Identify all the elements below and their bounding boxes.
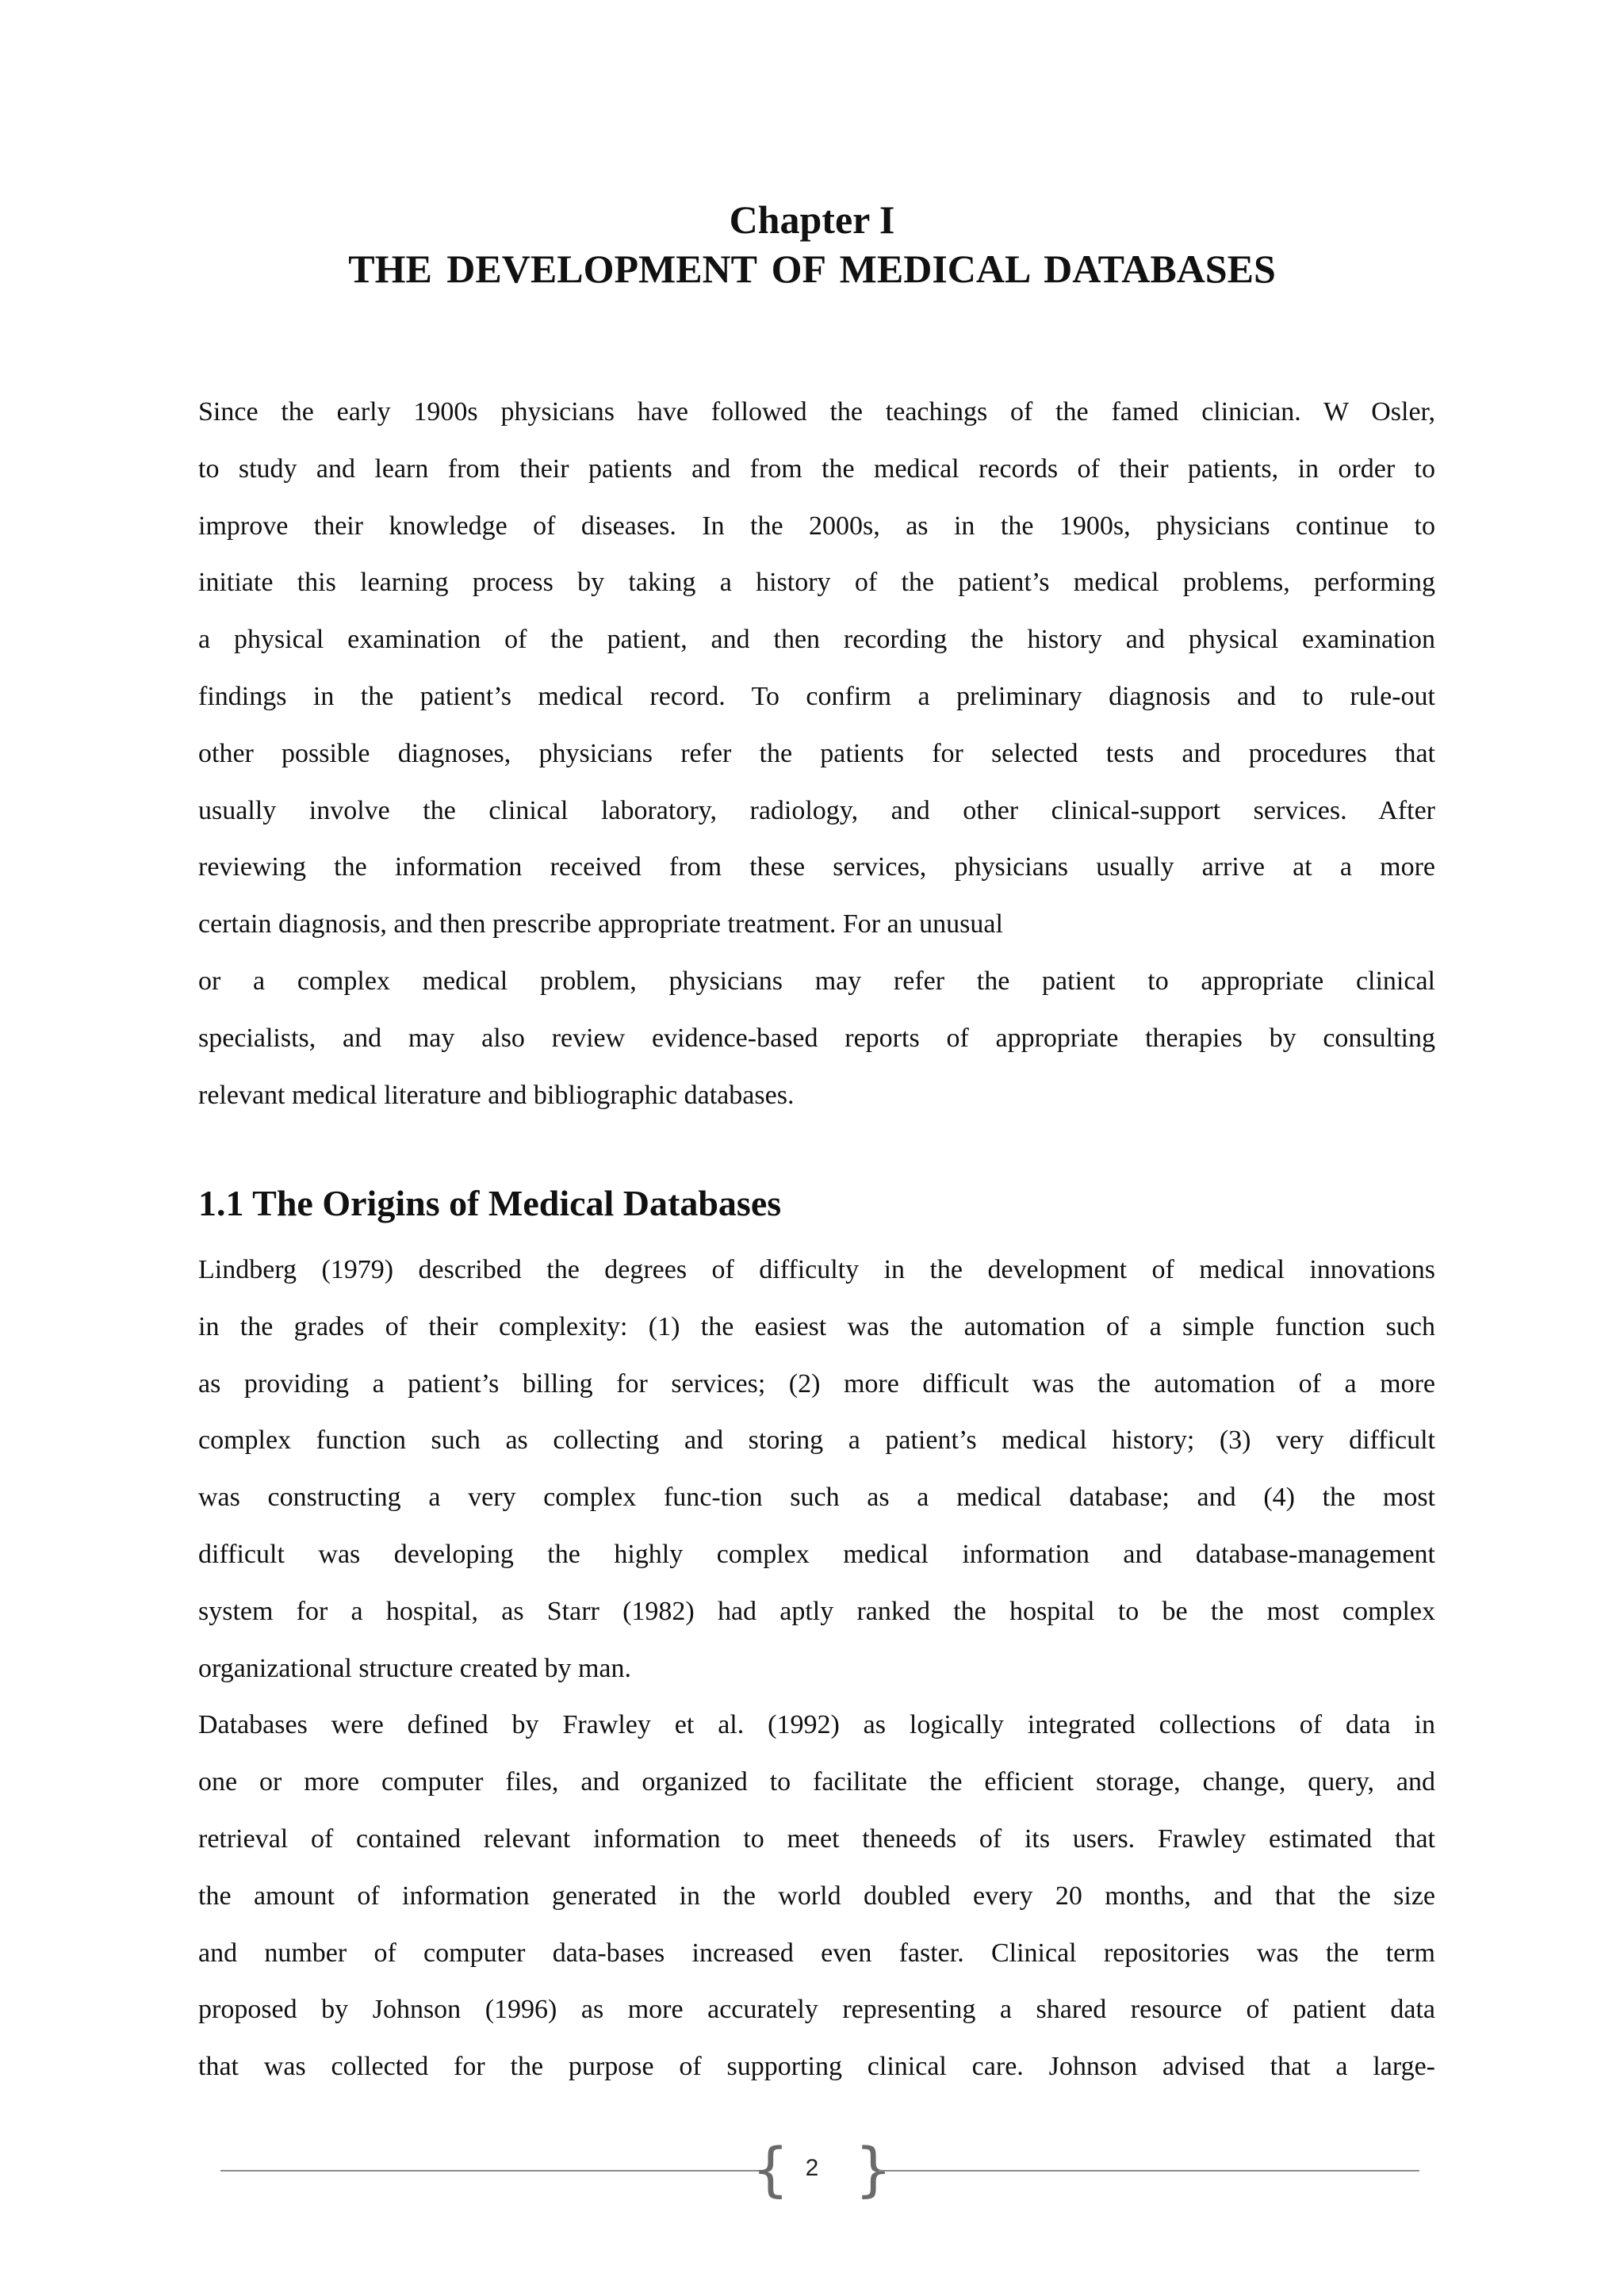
page-number: 2 bbox=[805, 2155, 819, 2181]
text-line: organizational structure created by man. bbox=[198, 1653, 631, 1683]
chapter-number: Chapter I bbox=[729, 197, 895, 242]
text-line: that was collected for the purpose of supporting clinical care. Johnson advised that a large- bbox=[198, 2052, 1435, 2082]
text-line: Lindberg (1979) described the degrees of difficulty in the development of medical innovations bbox=[198, 1255, 1435, 1284]
text-line: Since the early 1900s physicians have followed the teachings of the famed clinician. W Osler, bbox=[198, 397, 1435, 427]
text-line: difficult was developing the highly complex medical information and database-management bbox=[198, 1539, 1435, 1569]
text-line: relevant medical literature and bibliographic databases. bbox=[198, 1080, 795, 1110]
text-line: proposed by Johnson (1996) as more accurately representing a shared resource of patient data bbox=[198, 1995, 1435, 2025]
intro-paragraph bbox=[198, 384, 1435, 1123]
text-line: one or more computer files, and organized to facilitate the efficient storage, change, query, and bbox=[198, 1767, 1435, 1797]
text-line: initiate this learning process by taking a history of the patient’s medical problems, performing bbox=[198, 568, 1435, 598]
text-line: findings in the patient’s medical record. To confirm a preliminary diagnosis and to rule-out bbox=[198, 681, 1435, 711]
footer-rule-left bbox=[220, 2170, 760, 2172]
chapter-heading bbox=[0, 195, 1624, 293]
right-brace: } bbox=[855, 2136, 893, 2204]
text-line: a physical examination of the patient, and then recording the history and physical examination bbox=[198, 625, 1435, 655]
text-line: reviewing the information received from these services, physicians usually arrive at a more bbox=[198, 852, 1435, 882]
footer-rule-right bbox=[879, 2170, 1419, 2172]
chapter-title: THE DEVELOPMENT OF MEDICAL DATABASES bbox=[348, 247, 1276, 291]
text-line: and number of computer data-bases increased even faster. Clinical repositories was the term bbox=[198, 1938, 1435, 1968]
text-line: improve their knowledge of diseases. In the 2000s, as in the 1900s, physicians continue to bbox=[198, 511, 1435, 541]
text-line: certain diagnosis, and then prescribe appropriate treatment. For an unusual bbox=[198, 909, 1003, 939]
text-line: complex function such as collecting and storing a patient’s medical history; (3) very difficult bbox=[198, 1425, 1435, 1456]
text-line: system for a hospital, as Starr (1982) had aptly ranked the hospital to be the most complex bbox=[198, 1596, 1435, 1626]
text-line: Databases were defined by Frawley et al. (1992) as logically integrated collections of data in bbox=[198, 1710, 1435, 1740]
left-brace: { bbox=[752, 2136, 790, 2204]
text-line: specialists, and may also review evidence-based reports of appropriate therapies by consulting bbox=[198, 1023, 1435, 1053]
text-line: retrieval of contained relevant information to meet theneeds of its users. Frawley estimated that bbox=[198, 1823, 1435, 1854]
page-footer bbox=[0, 2136, 1624, 2204]
text-line: as providing a patient’s billing for services; (2) more difficult was the automation of a more bbox=[198, 1368, 1435, 1399]
origins-paragraphs bbox=[198, 1242, 1435, 2095]
text-line: usually involve the clinical laboratory, radiology, and other clinical-support services. After bbox=[198, 795, 1435, 825]
text-line: to study and learn from their patients and from the medical records of their patients, in order to bbox=[198, 453, 1435, 484]
text-line: was constructing a very complex func-tion such as a medical database; and (4) the most bbox=[198, 1483, 1435, 1513]
section-heading: 1.1 The Origins of Medical Databases bbox=[198, 1183, 782, 1223]
text-line: in the grades of their complexity: (1) the easiest was the automation of a simple function such bbox=[198, 1311, 1435, 1341]
text-line: the amount of information generated in the world doubled every 20 months, and that the size bbox=[198, 1881, 1435, 1911]
text-line: other possible diagnoses, physicians refer the patients for selected tests and procedures that bbox=[198, 738, 1435, 768]
text-line: or a complex medical problem, physicians may refer the patient to appropriate clinical bbox=[198, 966, 1435, 996]
